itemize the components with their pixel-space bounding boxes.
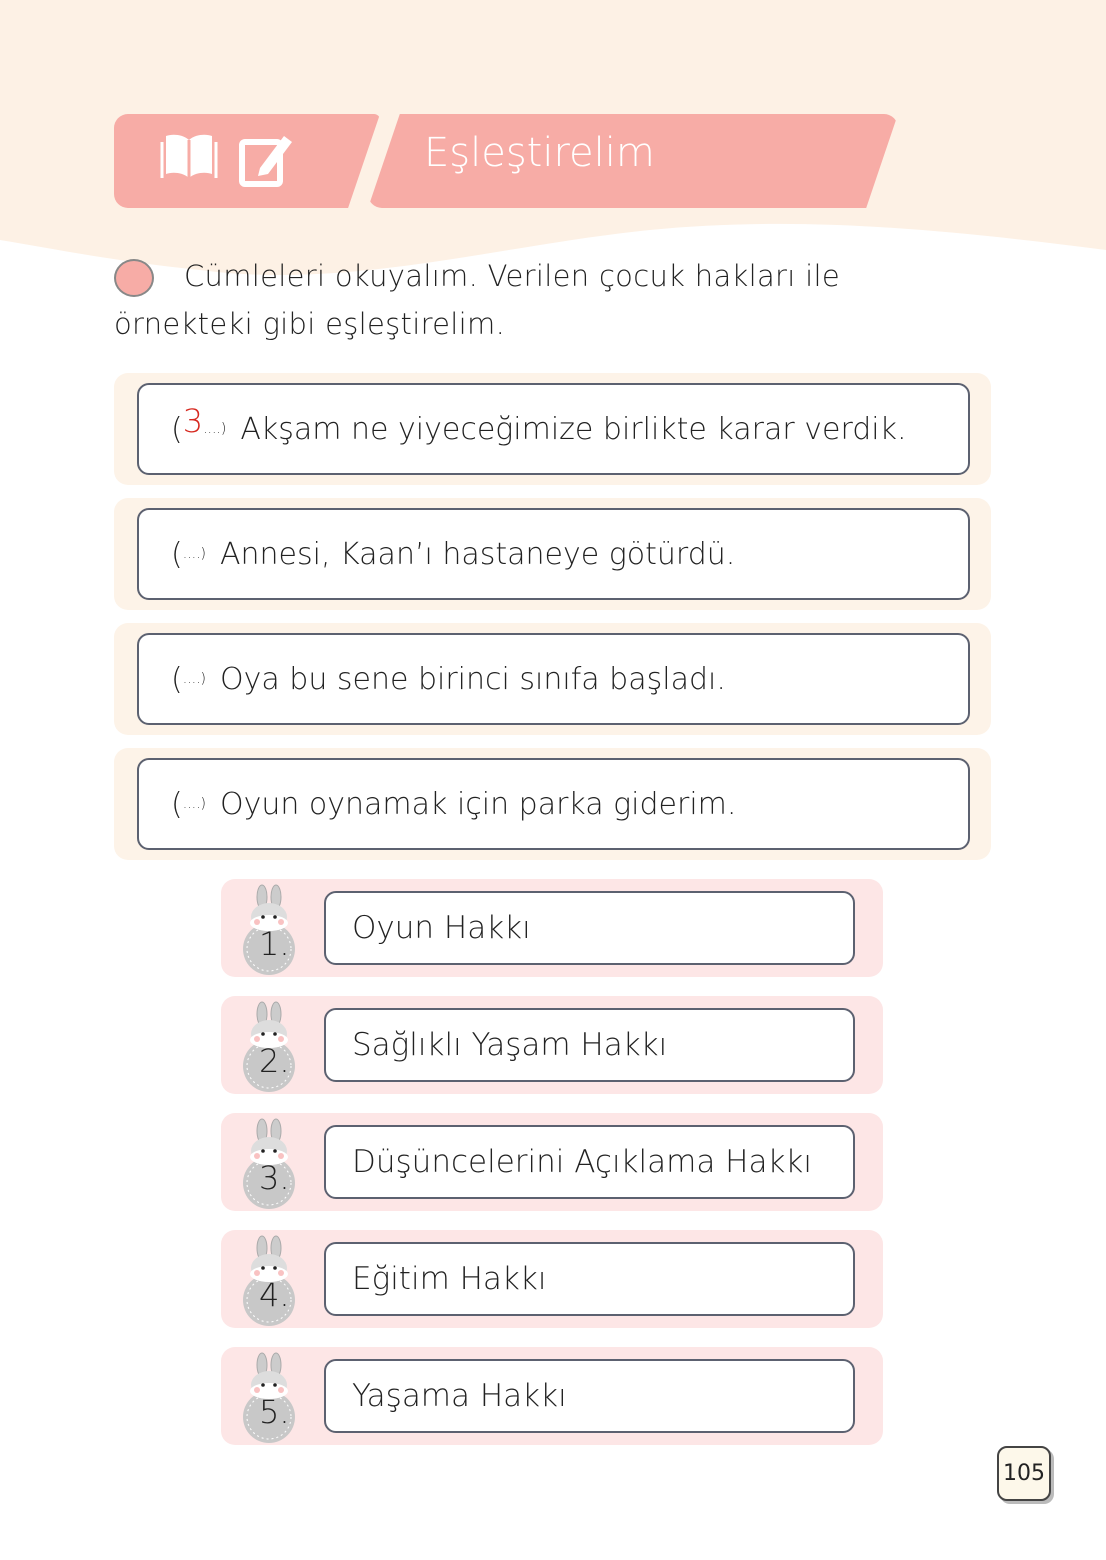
answer-dots: ....): [203, 421, 227, 437]
right-number: 1.: [259, 925, 290, 963]
right-box: [324, 891, 855, 965]
answer-blank[interactable]: 3: [182, 402, 204, 440]
answer-open: (: [171, 536, 183, 572]
right-number: 3.: [259, 1159, 290, 1197]
right-label: Sağlıklı Yaşam Hakkı: [352, 1027, 668, 1063]
instruction-text: Cümleleri okuyalım. Verilen çocuk hakları ile örnekteki gibi eşleştirelim.: [114, 259, 840, 341]
sentence-text: Annesi, Kaan’ı hastaneye götürdü.: [219, 536, 736, 572]
instruction: [114, 252, 974, 348]
right-label: Oyun Hakkı: [352, 910, 531, 946]
sentence-row: [114, 623, 991, 735]
answer-open: (: [171, 411, 183, 447]
sentence-row: [114, 498, 991, 610]
answer-dots: ....): [182, 546, 206, 562]
answer-dots: ....): [182, 796, 206, 812]
sentence-text: Akşam ne yiyeceğimize birlikte karar verdik.: [240, 411, 907, 447]
answer-open: (: [171, 786, 183, 822]
right-number: 2.: [259, 1042, 290, 1080]
page-number: 105: [997, 1446, 1051, 1501]
sentence-row: [114, 748, 991, 860]
right-number: 4.: [259, 1276, 290, 1314]
right-row: [221, 879, 883, 977]
right-row: [221, 996, 883, 1094]
right-row: [221, 1230, 883, 1328]
page-title: Eşleştirelim: [424, 130, 655, 176]
answer-dots: ....): [182, 671, 206, 687]
right-row: [221, 1113, 883, 1211]
answer-open: (: [171, 661, 183, 697]
sentence-text: Oya bu sene birinci sınıfa başladı.: [219, 661, 726, 697]
sentence-text: Oyun oynamak için parka giderim.: [219, 786, 737, 822]
sentence-box: [137, 633, 970, 725]
book-icon: [160, 130, 218, 180]
right-row: [221, 1347, 883, 1445]
sentence-box: [137, 508, 970, 600]
right-box: [324, 1008, 855, 1082]
right-number: 5.: [259, 1393, 290, 1431]
right-box: [324, 1359, 855, 1433]
right-box: [324, 1125, 855, 1199]
header-icons: [160, 130, 294, 188]
right-label: Eğitim Hakkı: [352, 1261, 547, 1297]
sentence-box: [137, 383, 970, 475]
right-label: Düşüncelerini Açıklama Hakkı: [352, 1144, 812, 1180]
sentence-row: [114, 373, 991, 485]
bullet-icon: [114, 259, 154, 297]
right-box: [324, 1242, 855, 1316]
edit-icon: [238, 130, 294, 188]
right-label: Yaşama Hakkı: [352, 1378, 567, 1414]
sentence-box: [137, 758, 970, 850]
